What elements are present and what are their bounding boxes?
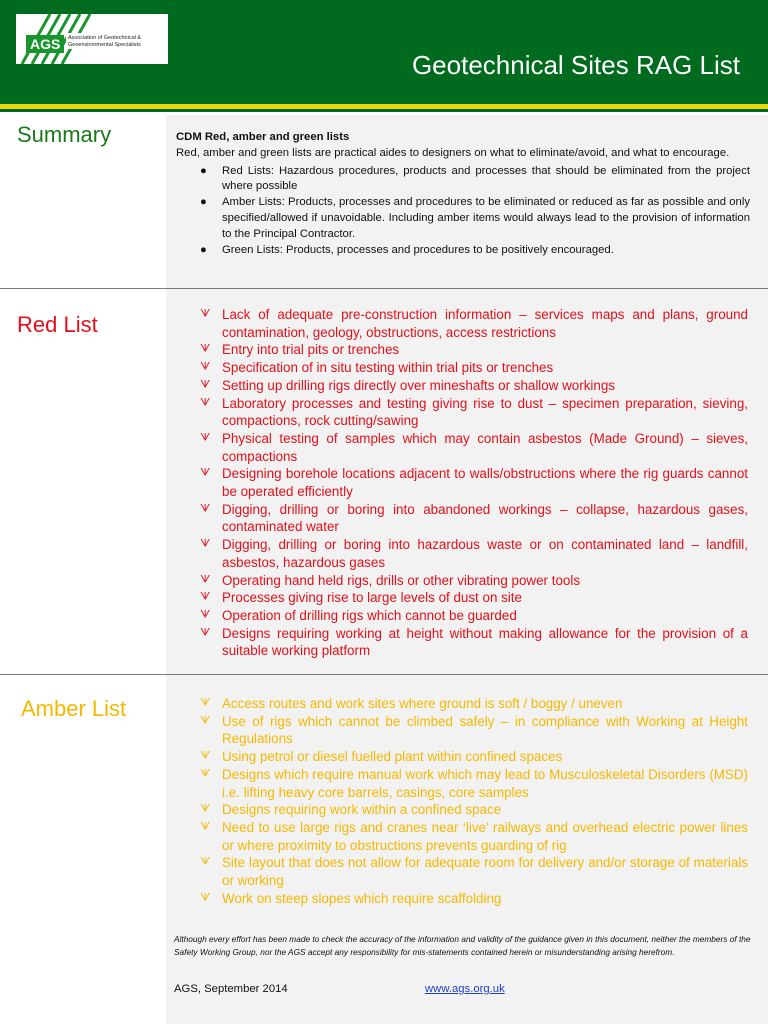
list-item: ᗐ Use of rigs which cannot be climbed safely – in compliance with Working at Height Regulations — [200, 713, 748, 747]
chevron-down-icon: ᗐ — [200, 714, 211, 727]
list-item: ᗐ Specification of in situ testing within trial pits or trenches — [200, 360, 554, 376]
chevron-down-icon: ᗐ — [200, 750, 211, 763]
summary-bullet-list — [176, 164, 750, 259]
list-item: ᗐ Digging, drilling or boring into abandoned workings – collapse, hazardous gases, contaminated water — [200, 501, 748, 535]
summary-bullet: ● Amber Lists: Products, processes and procedures to be eliminated or reduced as far as possible and only specified/allowed if unavoidable. Including amber items would always lead to the provision of information to the Principal Contractor. — [200, 196, 750, 240]
chevron-down-icon: ᗐ — [200, 361, 211, 374]
logo-badge: AGS — [26, 35, 64, 53]
list-item: ᗐ Designs requiring work within a confined space — [200, 802, 502, 818]
list-item: ᗐ Entry into trial pits or trenches — [200, 342, 400, 358]
chevron-down-icon: ᗐ — [200, 431, 211, 444]
disclaimer-text: Although every effort has been made to check the accuracy of the information and validity of the guidance given in this document, neither the members of the Safety Working Group, nor the AGS accept any responsibility for mis-statements contained herein or misunderstanding arising herefrom. — [174, 934, 751, 958]
summary-label: Summary — [17, 122, 112, 147]
list-item: ᗐ Using petrol or diesel fuelled plant within confined spaces — [200, 749, 563, 765]
chevron-down-icon: ᗐ — [200, 308, 211, 320]
header-bar — [0, 0, 768, 104]
list-item: ᗐ Site layout that does not allow for adequate room for delivery and/or storage of materials or working — [200, 855, 748, 889]
chevron-down-icon: ᗐ — [200, 608, 211, 621]
chevron-down-icon: ᗐ — [200, 767, 211, 780]
chevron-down-icon: ᗐ — [200, 626, 211, 639]
list-item: ᗐ Laboratory processes and testing giving rise to dust – specimen preparation, sieving, compactions, rock cutting/sawing — [200, 395, 748, 429]
amber-list-items — [200, 695, 748, 907]
list-item: ᗐ Operation of drilling rigs which cannot be guarded — [200, 607, 517, 623]
logo-organisation-name: Association of Geotechnical & Geoenvironmental Specialists — [68, 35, 142, 48]
summary-bullet: ● Green Lists: Products, processes and procedures to be positively encouraged. — [176, 243, 750, 259]
chevron-down-icon: ᗐ — [200, 803, 211, 816]
page-title: Geotechnical Sites RAG List — [411, 50, 740, 80]
chevron-down-icon: ᗐ — [200, 396, 211, 409]
chevron-down-icon: ᗐ — [200, 856, 211, 869]
summary-bullet: ● Red Lists: Hazardous procedures, products and processes that should be eliminated from the project where possible — [200, 164, 750, 193]
list-item: ᗐ Access routes and work sites where ground is soft / boggy / uneven — [200, 696, 623, 711]
amber-list-label: Amber List — [21, 696, 127, 721]
list-item: ᗐ Setting up drilling rigs directly over mineshafts or shallow workings — [200, 377, 615, 393]
bullet-dot-icon: ● — [200, 196, 207, 209]
chevron-down-icon: ᗐ — [200, 538, 211, 551]
chevron-down-icon: ᗐ — [200, 573, 211, 586]
chevron-down-icon: ᗐ — [200, 467, 211, 480]
list-item: ᗐ Lack of adequate pre-construction information – services maps and plans, ground contamination, geology, obstructions, access restrictions — [200, 307, 748, 340]
chevron-down-icon: ᗐ — [200, 378, 211, 391]
chevron-down-icon: ᗐ — [200, 697, 211, 709]
list-item: ᗐ Designing borehole locations adjacent to walls/obstructions where the rig guards cannot be operated efficiently — [200, 466, 748, 500]
chevron-down-icon: ᗐ — [200, 343, 211, 356]
chevron-down-icon: ᗐ — [200, 502, 211, 515]
chevron-down-icon: ᗐ — [200, 891, 211, 904]
bullet-dot-icon: ● — [200, 164, 207, 177]
header-green-stripe — [0, 109, 768, 112]
list-item: ᗐ Designs which require manual work which may lead to Musculoskeletal Disorders (MSD) i.e. lifting heavy core barrels, casings, core samples — [200, 766, 748, 800]
list-item: ᗐ Digging, drilling or boring into hazardous waste or on contaminated land – landfill, asbestos, hazardous gases — [200, 537, 748, 570]
chevron-down-icon: ᗐ — [200, 591, 211, 604]
list-item: ᗐ Processes giving rise to large levels of dust on site — [200, 590, 522, 606]
ags-logo — [16, 14, 168, 64]
bullet-dot-icon: ● — [200, 243, 207, 256]
red-list-label: Red List — [17, 312, 98, 337]
list-item: ᗐ Physical testing of samples which may contain asbestos (Made Ground) – sieves, compactions — [200, 430, 748, 464]
chevron-down-icon: ᗐ — [200, 820, 211, 833]
footer-date: AGS, September 2014 — [174, 983, 288, 995]
summary-intro: Red, amber and green lists are practical aides to designers on what to eliminate/avoid, and what to encourage. — [176, 146, 730, 159]
list-item: ᗐ Work on steep slopes which require scaffolding — [200, 890, 502, 906]
website-link[interactable]: www.ags.org.uk — [425, 983, 505, 995]
list-item: ᗐ Operating hand held rigs, drills or other vibrating power tools — [200, 572, 581, 588]
summary-heading: CDM Red, amber and green lists — [176, 131, 350, 143]
list-item: ᗐ Designs requiring working at height without making allowance for the provision of a suitable working platform — [200, 625, 748, 659]
summary-content — [176, 130, 750, 258]
red-list-items — [200, 306, 748, 660]
list-item: ᗐ Need to use large rigs and cranes near ‘live’ railways and overhead electric power lines or where proximity to obstructions prevents guarding of rig — [200, 819, 748, 853]
